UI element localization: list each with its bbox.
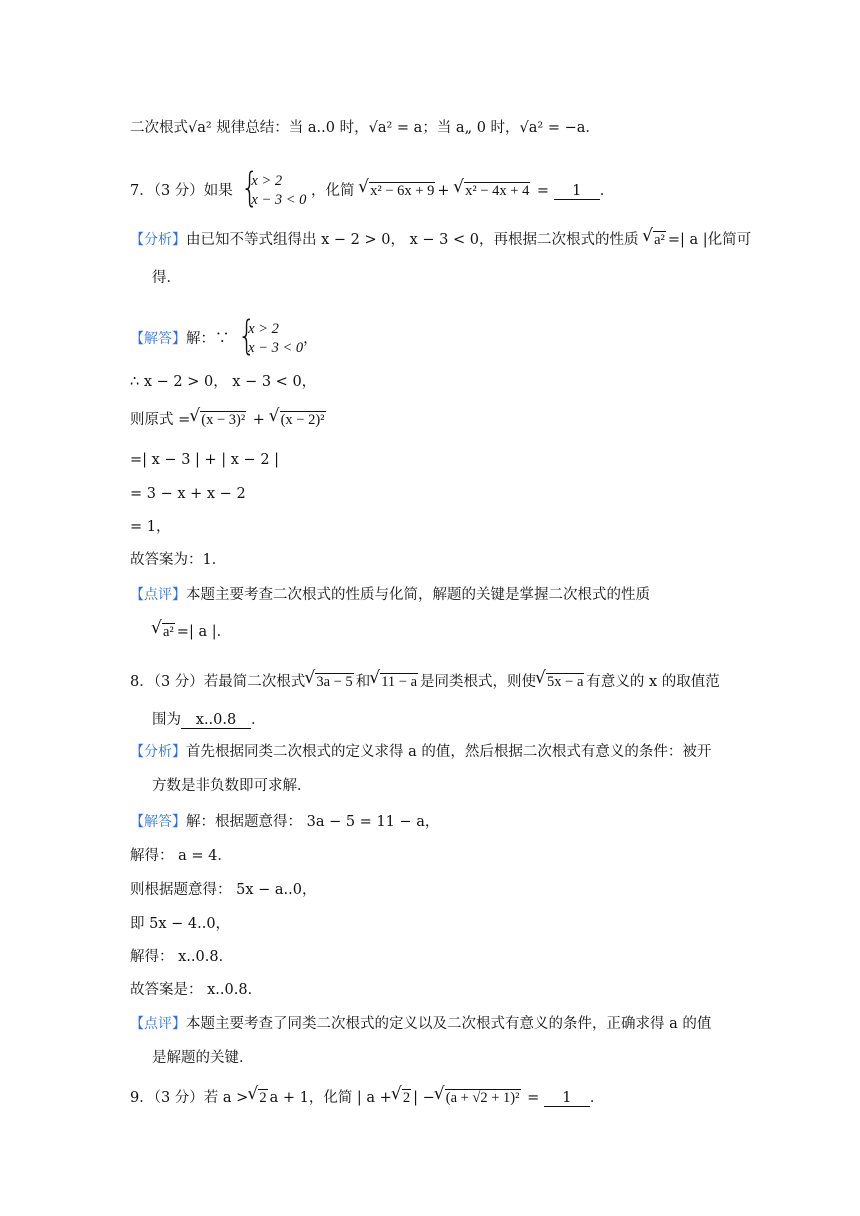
q7-answer: 1 (554, 183, 600, 200)
step-7-3: =| x − 3 | + | x − 2 | (130, 452, 280, 468)
analysis-8-tag: 【分析】 (130, 744, 186, 760)
solution-8: 【解答】解：根据题意得： 3a − 5 = 11 − a， (130, 814, 440, 830)
comment-8-cont: 是解题的关键． (152, 1050, 254, 1066)
step-7-5: = 1， (130, 519, 171, 535)
solution-8-tag: 【解答】 (130, 814, 186, 830)
step-8-4: 解得： x..0.8． (130, 949, 234, 965)
question-7: 7．（3 分）如果 { x > 2 x − 3 < 0 ，化简 √ x² − 6x + 9 + √ x² − 4x + 4 = 1 ． (130, 172, 614, 210)
q8-radical-3: √ 5x − a (536, 672, 584, 692)
step-8-5: 故答案是： x..0.8． (130, 982, 263, 998)
analysis-7-cont: 得． (152, 270, 181, 286)
q7-inequality-system: { x > 2 x − 3 < 0 (241, 165, 307, 211)
q8-radical-2: √ 11 − a (370, 672, 418, 692)
q9-radical-3: √ (a + √2 + 1)² (435, 1088, 521, 1108)
analysis-tag: 【分析】 (130, 232, 186, 248)
step-8-3: 即 5x − 4..0， (130, 916, 231, 932)
comment-7: 【点评】本题主要考查二次根式的性质与化简，解题的关键是掌握二次根式的性质 (130, 587, 650, 603)
q7-radical-1: √ x² − 6x + 9 (359, 181, 435, 201)
step-8-2: 则根据题意得： 5x − a..0， (130, 882, 317, 898)
q7-radical-2: √ x² − 4x + 4 (454, 181, 530, 201)
q8-radical-1: √ 3a − 5 (305, 672, 353, 692)
q8-answer: x..0.8 (181, 712, 251, 729)
q9-radical-1: √ 2 (248, 1088, 267, 1108)
question-9: 9．（3 分）若 a >√ 2 a + 1，化简 | a +√ 2 | −√ (a + √2 + 1)² = 1 ． (130, 1088, 604, 1108)
analysis-7-radical: √ a² (643, 230, 666, 250)
comment-8-tag: 【点评】 (130, 1016, 186, 1032)
step-7-4: = 3 − x + x − 2 (130, 486, 246, 502)
solution-7-head: 【解答】解：∵ { x > 2 x − 3 < 0 ， (130, 313, 318, 359)
solution-7-system: { x > 2 x − 3 < 0 (237, 313, 304, 359)
solution-tag: 【解答】 (130, 331, 186, 347)
step-8-1: 解得： a = 4． (130, 848, 232, 864)
q9-radical-2: √ 2 (392, 1088, 411, 1108)
step-7-1: ∴ x − 2 > 0， x − 3 < 0， (130, 374, 317, 390)
step-7-2-radical-1: √ (x − 3)² (190, 410, 246, 430)
q9-answer: 1 (544, 1090, 590, 1107)
analysis-7: 【分析】由已知不等式组得出 x − 2 > 0， x − 3 < 0，再根据二次根式的性质 √ a² =| a |化简可 (130, 230, 751, 250)
q7-mid: ，化简 (311, 183, 355, 199)
comment-7-radical: √ a² (152, 622, 175, 642)
step-7-2: 则原式 =√ (x − 3)² + √ (x − 2)² (130, 410, 328, 430)
step-7-2-radical-2: √ (x − 2)² (270, 410, 326, 430)
summary-line: 二次根式√a² 规律总结：当 a..0 时，√a² = a；当 a„ 0 时，√a² = −a． (130, 120, 600, 136)
q7-prefix: 7．（3 分）如果 (130, 183, 233, 199)
comment-8: 【点评】本题主要考查了同类二次根式的定义以及二次根式有意义的条件，正确求得 a 的值 (130, 1016, 712, 1032)
analysis-8-cont: 方数是非负数即可求解． (152, 778, 312, 794)
question-8-cont: 围为 x..0.8 ． (152, 712, 266, 728)
comment-7-cont: √ a² =| a |． (152, 622, 231, 642)
question-8: 8．（3 分）若最简二次根式√ 3a − 5 和√ 11 − a 是同类根式，则使√ 5x − a 有意义的 x 的取值范 (130, 672, 720, 692)
comment-tag: 【点评】 (130, 587, 186, 603)
analysis-8: 【分析】首先根据同类二次根式的定义求得 a 的值，然后根据二次根式有意义的条件：被开 (130, 744, 712, 760)
step-7-6: 故答案为：1． (130, 552, 227, 568)
